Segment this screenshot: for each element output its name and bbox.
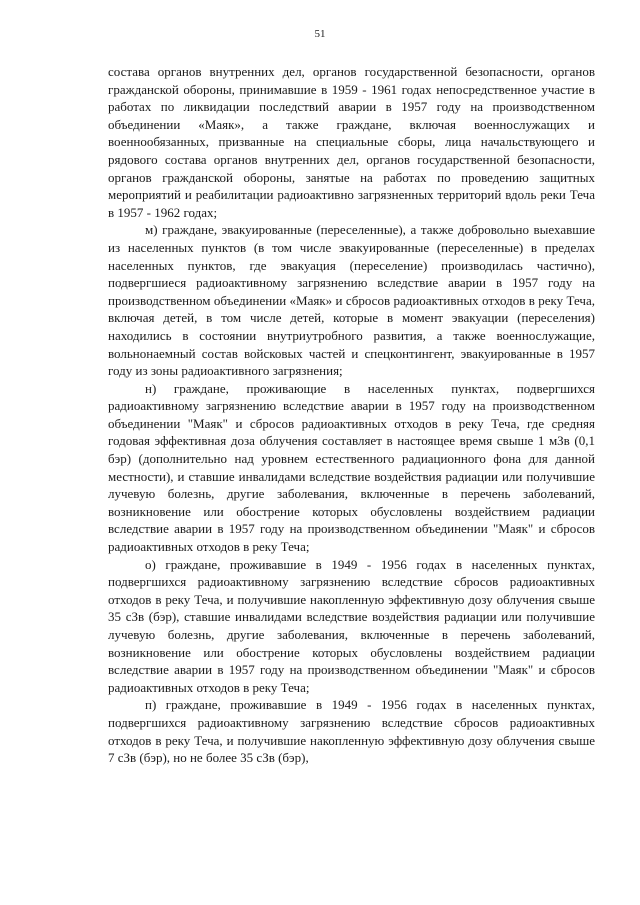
page-number: 51 xyxy=(314,28,326,40)
paragraph-item-m: м) граждане, эвакуированные (переселенные), а также добровольно выехавшие из населенных пунктов (в том числе эвакуированные (переселенные) в пределах населенных пунктов, где эвакуация (переселение) производилась частично), подвергшиеся радиоактивному загрязнению вследствие аварии в 1957 году на производственном объединении «Маяк» и сбросов радиоактивных отходов в реку Теча, включая детей, в том числе детей, которые в момент эвакуации (переселения) находились в состоянии внутриутробного развития, а также военнослужащие, вольнонаемный состав войсковых частей и спецконтингент, эвакуированные в 1957 году из зоны радиоактивного загрязнения; xyxy=(108,222,595,379)
paragraph-continuation: состава органов внутренних дел, органов государственной безопасности, органов гражданской обороны, принимавшие в 1959 - 1961 годах непосредственное участие в работах по ликвидации последствий аварии в 1957 году на производственном объединении «Маяк», а также граждане, включая военнослужащих и военнообязанных, призванные на специальные сборы, лица начальствующего и рядового состава органов внутренних дел, органов государственной безопасности, органов гражданской обороны, занятые на работах по проведению защитных мероприятий и реабилитации радиоактивно загрязненных территорий вдоль реки Теча в 1957 - 1962 годах; xyxy=(108,64,595,220)
paragraph-item-p: п) граждане, проживавшие в 1949 - 1956 годах в населенных пунктах, подвергшихся радиоактивному загрязнению вследствие сбросов радиоактивных отходов в реку Теча, и получившие накопленную эффективную дозу облучения свыше 7 сЗв (бэр), но не более 35 сЗв (бэр), xyxy=(108,697,595,766)
paragraph-item-n: н) граждане, проживающие в населенных пунктах, подвергшихся радиоактивному загрязнению вследствие аварии в 1957 году на производственном объединении "Маяк" и сбросов радиоактивных отходов в реку Теча, где средняя годовая эффективная доза облучения составляет в настоящее время свыше 1 мЗв (0,1 бэр) (дополнительно над уровнем естественного радиационного фона для данной местности), и ставшие инвалидами вследствие воздействия радиации или получившие лучевую болезнь, другие заболевания, включенные в перечень заболеваний, возникновение или обострение которых обусловлены воздействием радиации вследствие аварии в 1957 году на производственном объединении "Маяк" и сбросов радиоактивных отходов в реку Теча; xyxy=(108,380,595,555)
document-body xyxy=(108,63,595,767)
paragraph-item-o: о) граждане, проживавшие в 1949 - 1956 годах в населенных пунктах, подвергшихся радиоактивному загрязнению вследствие сбросов радиоактивных отходов в реку Теча, и получившие накопленную эффективную дозу облучения свыше 35 сЗв (бэр), ставшие инвалидами вследствие воздействия радиации или получившие лучевую болезнь, другие заболевания, включенные в перечень заболеваний, возникновение или обострение которых обусловлены воздействием радиации вследствие аварии в 1957 году на производственном объединении "Маяк" и сбросов радиоактивных отходов в реку Теча; xyxy=(108,556,595,695)
